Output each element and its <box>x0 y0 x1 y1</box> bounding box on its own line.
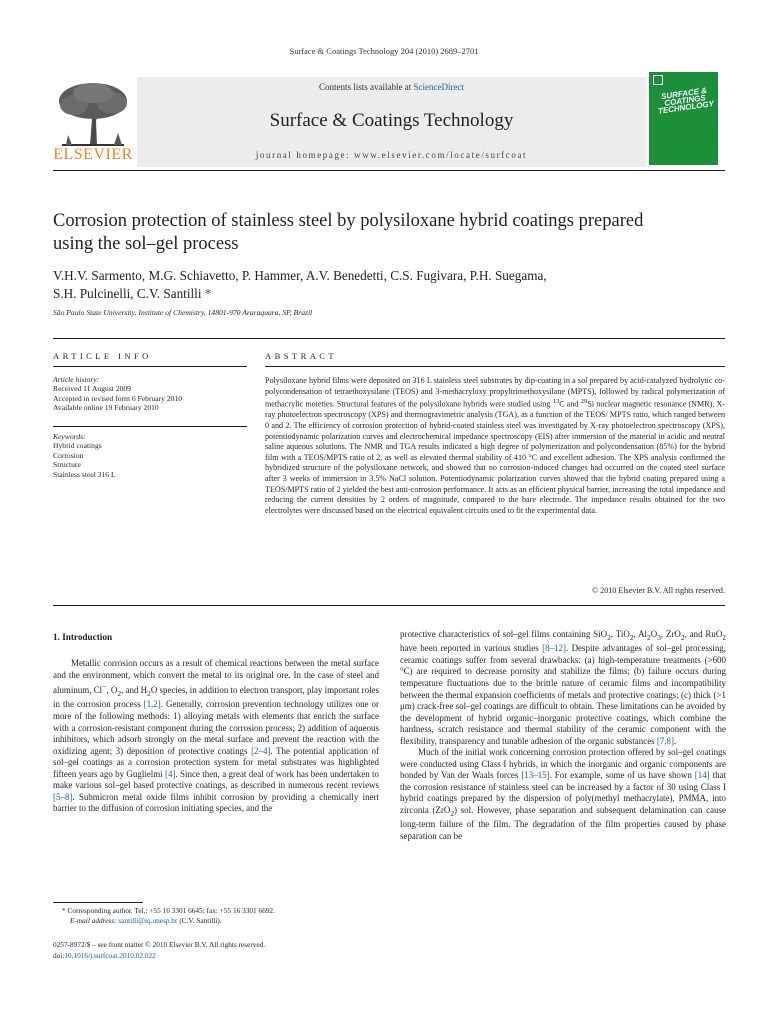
header-rule <box>53 170 725 171</box>
text: that the corrosion resistance of stainless steel can be increased by a factor of 30 using Class I hybrid coatings prepared by the dispersion of poly(methyl methacrylate), PMMA, into zirconia (ZrO <box>400 770 726 815</box>
abstract-part: Polysiloxane hybrid films were deposited on 316 L stainless steel substrates by dip-coating in a sol prepared by acid-catalyzed hydrolytic co-polycondensation of tetraethoxysilane (TEOS) and 3-methacryloxy propyltrimethoxysilane (MPTS), followed by radical polymerization of methacrylic moieties. Structural features of the polysiloxane hybrids were studied using <box>265 376 725 409</box>
history-item: Received 11 August 2009 <box>53 384 131 393</box>
subscript: 2 <box>629 632 634 642</box>
text: Much of the initial work concerning corrosion protection offered by sol–gel coatings were conducted using Class I hybrids, in which the inorganic and organic components are bonded by Van der Waals forces <box>400 747 726 781</box>
cover-title: SURFACE & COATINGS TECHNOLOGY <box>657 85 715 116</box>
text: . The potential application of sol–gel coatings as a corrosion protection system for metal substrates was highlighted fifteen years ago by Guglielmi <box>53 745 379 779</box>
superscript: 29 <box>580 398 588 406</box>
keyword: Hybrid coatings <box>53 441 102 450</box>
subscript: 2 <box>607 632 611 642</box>
article-info-rule <box>53 366 247 367</box>
journal-homepage[interactable]: journal homepage: www.elsevier.com/locate/surfcoat <box>255 150 528 160</box>
text: ) sol. However, phase separation and subsequent delamination can cause long-term failure of the film. The degradation of the film properties caused by phase separation can be <box>400 804 726 841</box>
text: , and RuO <box>684 629 723 639</box>
subscript: 2 <box>722 632 726 642</box>
authors-line-2: S.H. Pulcinelli, C.V. Santilli <box>53 285 205 301</box>
text: . Submicron metal oxide films inhibit corrosion by providing a chemically inert barrier to the diffusion of corrosion initiating species, and the <box>53 791 379 814</box>
text: , TiO <box>610 629 630 639</box>
subscript: 2 <box>450 808 455 818</box>
text: O species, in addition to electron transport, play important roles in the corrosion process <box>53 685 379 710</box>
section-heading: 1. Introduction <box>53 632 113 642</box>
text: . Despite advantages of sol–gel processing, ceramic coatings suffer from several drawbacks: (a) high-temperature treatments (>600 °C) are required to decrease porosity and stabilize the films; (b) failure occurs during temperature fluctuations due to the brittle nature of ceramic films and incompatibility between the thermal expansion coefficients of metals and protective coatings; (c) thick (>1 μm) crack-free sol–gel coatings are difficult to obtain. These limitations can be avoided by the development of hybrid organic–inorganic protective coatings, which combine the hardness, scratch resistance and thermal stability of the ceramic component with the flexibility, transparency and tunable adhesion of the organic substances <box>400 643 727 746</box>
cover-logo-icon <box>653 75 663 85</box>
subscript: 2 <box>647 632 651 642</box>
corresponding-author-note: Corresponding author. Tel.: +55 16 3301 6645; fax: +55 16 3301 6692. <box>65 906 275 915</box>
citation-link[interactable]: [7,8] <box>656 735 674 746</box>
paper-title <box>53 210 733 256</box>
text: , O <box>106 685 118 696</box>
abstract-rule <box>265 366 725 367</box>
sciencedirect-link[interactable]: ScienceDirect <box>413 82 464 92</box>
citation-link[interactable]: [2–4] <box>251 745 271 756</box>
email-link[interactable]: santilli@iq.unesp.br <box>118 916 178 925</box>
text: , ZrO <box>660 629 681 639</box>
email-label: E-mail address: <box>70 916 119 925</box>
journal-cover <box>649 72 718 165</box>
paragraph <box>400 747 726 842</box>
article-history <box>53 375 247 413</box>
paragraph <box>53 658 379 815</box>
title-line-1: Corrosion protection of stainless steel by polysiloxane hybrid coatings prepared <box>53 211 644 231</box>
text: , and H <box>121 685 148 696</box>
text: have been reported in various studies <box>400 643 543 654</box>
copyright: © 2010 Elsevier B.V. All rights reserved. <box>591 586 725 595</box>
text: O <box>650 629 658 639</box>
history-item: Accepted in revised form 6 February 2010 <box>53 393 183 403</box>
citation-link[interactable]: [14] <box>694 770 710 781</box>
abstract-text <box>265 376 725 516</box>
superscript: − <box>102 682 107 692</box>
citation-link[interactable]: [8–12] <box>542 643 566 654</box>
keyword: Stainless steel 316 L <box>53 469 116 479</box>
history-label: Article history: <box>53 375 100 384</box>
citation-link[interactable]: [13–15] <box>521 770 550 781</box>
intro-right-column <box>400 629 726 842</box>
affiliation: São Paulo State University, Institute of Chemistry, 14801-970 Araraquara, SP, Brazil <box>53 308 313 317</box>
footnote-mark: * <box>62 906 66 915</box>
contents-line <box>137 82 646 92</box>
article-info-heading: ARTICLE INFO <box>53 351 152 361</box>
history-item: Available online 19 February 2010 <box>53 403 159 413</box>
doi-label: doi: <box>53 951 65 960</box>
elsevier-wordmark: ELSEVIER <box>53 146 133 163</box>
superscript: 13 <box>552 398 560 406</box>
keyword: Structure <box>53 460 81 470</box>
footnote-rule <box>53 902 143 903</box>
footnote <box>62 906 382 926</box>
text: . For example, some of us have shown <box>549 770 695 781</box>
front-matter-note <box>53 939 383 961</box>
title-line-2: using the sol–gel process <box>53 234 239 254</box>
title-rule <box>53 338 725 339</box>
email-suffix: (C.V. Santilli). <box>177 916 222 925</box>
text: . Since then, a great deal of work has been undertaken to make various sol–gel based protective coatings, as described in numerous recent reviews <box>53 768 380 791</box>
corresponding-author-mark[interactable]: * <box>204 285 212 301</box>
abstract-heading: ABSTRACT <box>265 351 338 361</box>
text: protective characteristics of sol–gel films containing SiO <box>400 629 608 639</box>
subscript: 2 <box>117 688 122 698</box>
abstract-rule-bottom <box>53 605 725 606</box>
authors-line-1: V.H.V. Sarmento, M.G. Schiavetto, P. Hammer, A.V. Benedetti, C.S. Fugivara, P.H. Suegama, <box>53 268 547 283</box>
author-list <box>53 267 733 302</box>
text: . <box>674 735 677 746</box>
text: , Al <box>633 629 648 639</box>
subscript: 3 <box>657 632 661 642</box>
abstract-part: Si nuclear magnetic resonance (NMR), X-ray photoelectron spectroscopy (XPS) and thermogravimetric analysis (TGA), as a function of the TEOS/ MPTS ratio, which ranged between 0 and 2. The efficiency of corrosion protection of hybrid-coated stainless steel was investigated by X-ray photoelectron spectroscopy (XPS), potentiodynamic polarization curves and electrochemical impedance spectroscopy (EIS) after immersion of the material in acidic and neutral saline aqueous solutions. The NMR and TGA results indicated a high degree of polymerization and polycondensation (85%) for the hybrid film with a TEOS/MPTS ratio of 2, as well as elevated thermal stability of 410 °C and excellent adhesion. The XPS analysis confirmed the hybridized structure of the polysiloxane network, and showed that no corrosion-induced changes had occurred on the coated steel surface after 3 weeks of immersion in 3.5% NaCl solution. Potentiodynamic polarization curves showed that the hybrid coating prepared using a TEOS/MPTS ratio of 2 yielded the best anti-corrosion performance. It acts as an efficient physical barrier, increasing the total impedance and reducing the current densities by 2 orders of magnitude, compared to the bare electrode. The impedance results obtained for the two electrolytes were discussed based on the electrical equivalent circuits used to fit the experimental data. <box>265 399 725 515</box>
journal-title: Surface & Coatings Technology <box>269 110 514 131</box>
tree-icon <box>52 79 134 147</box>
intro-left-column <box>53 658 379 815</box>
keywords-rule <box>53 426 247 427</box>
contents-prefix: Contents lists available at <box>319 82 414 92</box>
text: Metallic corrosion occurs as a result of chemical reactions between the metal surface and the environment, which convert the metal to its original ore. In the case of steel and aluminum, Cl <box>53 658 379 696</box>
keywords-label: Keywords: <box>53 432 86 441</box>
citation-link[interactable]: [1,2] <box>143 699 161 710</box>
abstract-part: C and <box>559 399 581 409</box>
keyword: Corrosion <box>53 450 84 460</box>
elsevier-logo <box>52 79 134 165</box>
doi-link[interactable]: 10.1016/j.surfcoat.2010.02.022 <box>64 951 156 960</box>
paragraph <box>400 629 726 747</box>
subscript: 2 <box>680 632 685 642</box>
citation-link[interactable]: [4] <box>165 768 176 779</box>
issn-line: 0257-8972/$ – see front matter © 2010 Elsevier B.V. All rights reserved. <box>53 940 266 949</box>
text: . Generally, corrosion prevention technology utilizes one or more of the following methods: 1) alloying metals with elements that enrich the surface with a corrosion-resistant component during the corrosion process; 2) addition of aqueous inhibitors, which adsorb strongly on the metal surface and prevent the reaction with the oxidizing agent; 3) deposition of protective coatings <box>53 699 379 756</box>
citation-link[interactable]: [5–8] <box>53 791 73 802</box>
subscript: 2 <box>147 688 151 698</box>
journal-reference: Surface & Coatings Technology 204 (2010) 2689–2701 <box>289 46 479 56</box>
keywords <box>53 432 247 479</box>
